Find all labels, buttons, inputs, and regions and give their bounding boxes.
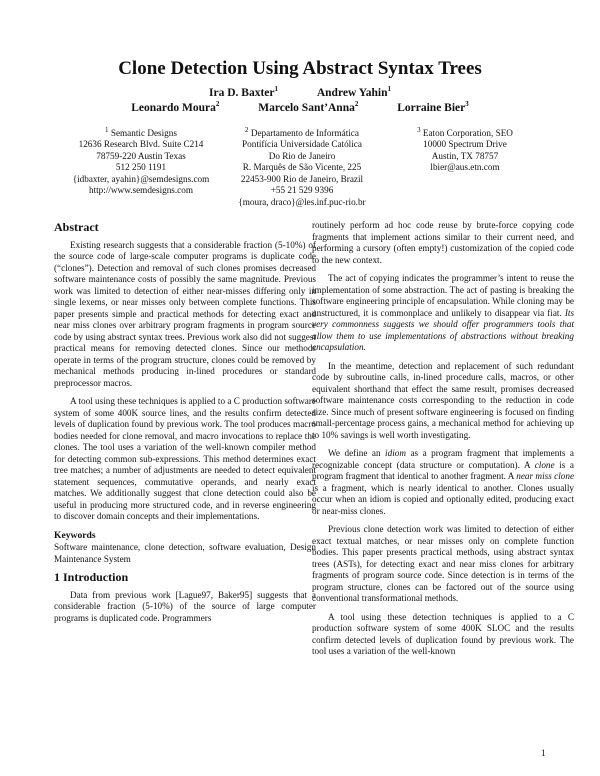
- body-paragraph: The act of copying indicates the programmer’s intent to reuse the implementation of some abstraction. The act of pasting is breaking the software engineering principle of encapsulation. While cloning may be unstructured, it is commonplace and unlikely to disappear via fiat. Its very commonness suggests we should offer programmers tools that allow them to use implementations of abstractions without breaking encapsulation.: [312, 273, 575, 352]
- author: Marcelo Sant’Anna$^2$: [258, 100, 359, 114]
- page-number: 1: [541, 749, 546, 759]
- body-paragraph: A tool using these detection techniques is applied to a C production software system of some 400K SLOC and the results confirm detected levels of duplication found by previous work. The tool uses a variation of the well-known: [312, 611, 574, 656]
- author-row-2: [0, 100, 600, 114]
- left-column: [54, 222, 316, 631]
- body-paragraph: In the meantime, detection and replacement of such redundant code by subroutine calls, in-lined procedure calls, macros, or other equivalent shorthand that effect the same result, promises decreased software maintenance costs corresponding to the reduction in code size. Since much of present software engineering is focused on finding small-percentage process gains, a mechanical method for achieving up to 10% savings is well worth investigating.: [312, 360, 574, 440]
- keywords-text: Software maintenance, clone detection, software evaluation, Design Maintenance System: [54, 542, 316, 564]
- author: Andrew Yahin$^1$: [316, 85, 391, 99]
- author: Lorraine Bier$^3$: [397, 100, 469, 114]
- author: Leonardo Moura$^2$: [131, 100, 220, 114]
- paper-title: Clone Detection Using Abstract Syntax Trees: [118, 58, 482, 79]
- affiliation-3: $^3$ Eaton Corporation, SEO 10000 Spectrum Drive Austin, TX 78757 lbier@aus.etn.com: [417, 126, 513, 173]
- author: Ira D. Baxter$^1$: [209, 85, 278, 99]
- intro-paragraph: Data from previous work [Lague97, Baker95] suggests that a considerable fraction (5-10%) of the source of large computer programs is duplicated code. Programmers: [54, 589, 316, 623]
- keywords-heading: Keywords: [54, 529, 96, 541]
- affiliation-1: $^1$ Semantic Designs 12636 Research Blvd. Suite C214 78759-220 Austin Texas 512 250 1191 {idbaxter, ayahin}@semdesigns.com http://www.semdesigns.com: [72, 126, 210, 196]
- body-paragraph: Previous clone detection work was limited to detection of either exact textual matches, or near misses only on complete function bodies. This paper presents practical methods, using abstract syntax trees (ASTs), for detecting exact and near miss clones for arbitrary fragments of program source code. Since detection is in terms of the program structure, clones can be factored out of the source using conventional transformational methods.: [312, 524, 574, 603]
- abstract-heading: Abstract: [54, 220, 99, 234]
- author-row-1: [0, 85, 600, 99]
- abstract-paragraph: A tool using these techniques is applied to a C production software system of some 400K source lines, and the results confirm detected levels of duplication found by previous work. The tool produces macro bodies needed for clone removal, and macro invocations to replace the clones. The tool uses a variation of the well-known compiler method for detecting common sub-expressions. This method determines exact tree matches; a number of adjustments are needed to detect equivalent statement sequences, commutative operands, and nearly exact matches. We additionally suggest that clone detection could also be useful in producing more structured code, and in reverse engineering to discover domain concepts and their implementations.: [54, 396, 316, 521]
- abstract-paragraph: Existing research suggests that a considerable fraction (5-10%) of the source code of large-scale computer programs is duplicate code (“clones”). Detection and removal of such clones promises decreased software maintenance costs of possibly the same magnitude. Previous work was limited to detection of either near-misses differing only in single lexems, or near misses only between complete functions. This paper presents simple and practical methods for detecting exact and near miss clones over arbitrary program fragments in program source code by using abstract syntax trees. Previous work also did not suggest practical means for removing detected clones. Since our methods operate in terms of the program structure, clones could be removed by mechanical methods producing in-lined procedures or standard preprocessor macros.: [54, 239, 316, 388]
- affiliation-2: $^2$ Departamento de Informática Pontifícia Universidade Católica Do Rio de Janeiro R. Marquês de São Vicente, 225 22453-900 Rio de Janeiro, Brazil +55 21 529 9396 {moura, draco}@les.inf.puc-rio.br: [238, 126, 366, 207]
- right-column: [312, 220, 574, 665]
- definitions-paragraph: We define an idiom as a program fragment that implements a recognizable concept (data structure or computation). A clone is a program fragment that identical to another fragment. A near miss clone is a fragment, which is nearly identical to another. Clones usually occur when an idiom is copied and optionally edited, producing exact or near-miss clones.: [312, 448, 575, 516]
- introduction-heading: 1 Introduction: [54, 570, 129, 584]
- body-paragraph: routinely perform ad hoc code reuse by brute-force copying code fragments that implement actions similar to their current need, and performing a cursory (often empty!) customization of the copied code to the new context.: [312, 220, 574, 265]
